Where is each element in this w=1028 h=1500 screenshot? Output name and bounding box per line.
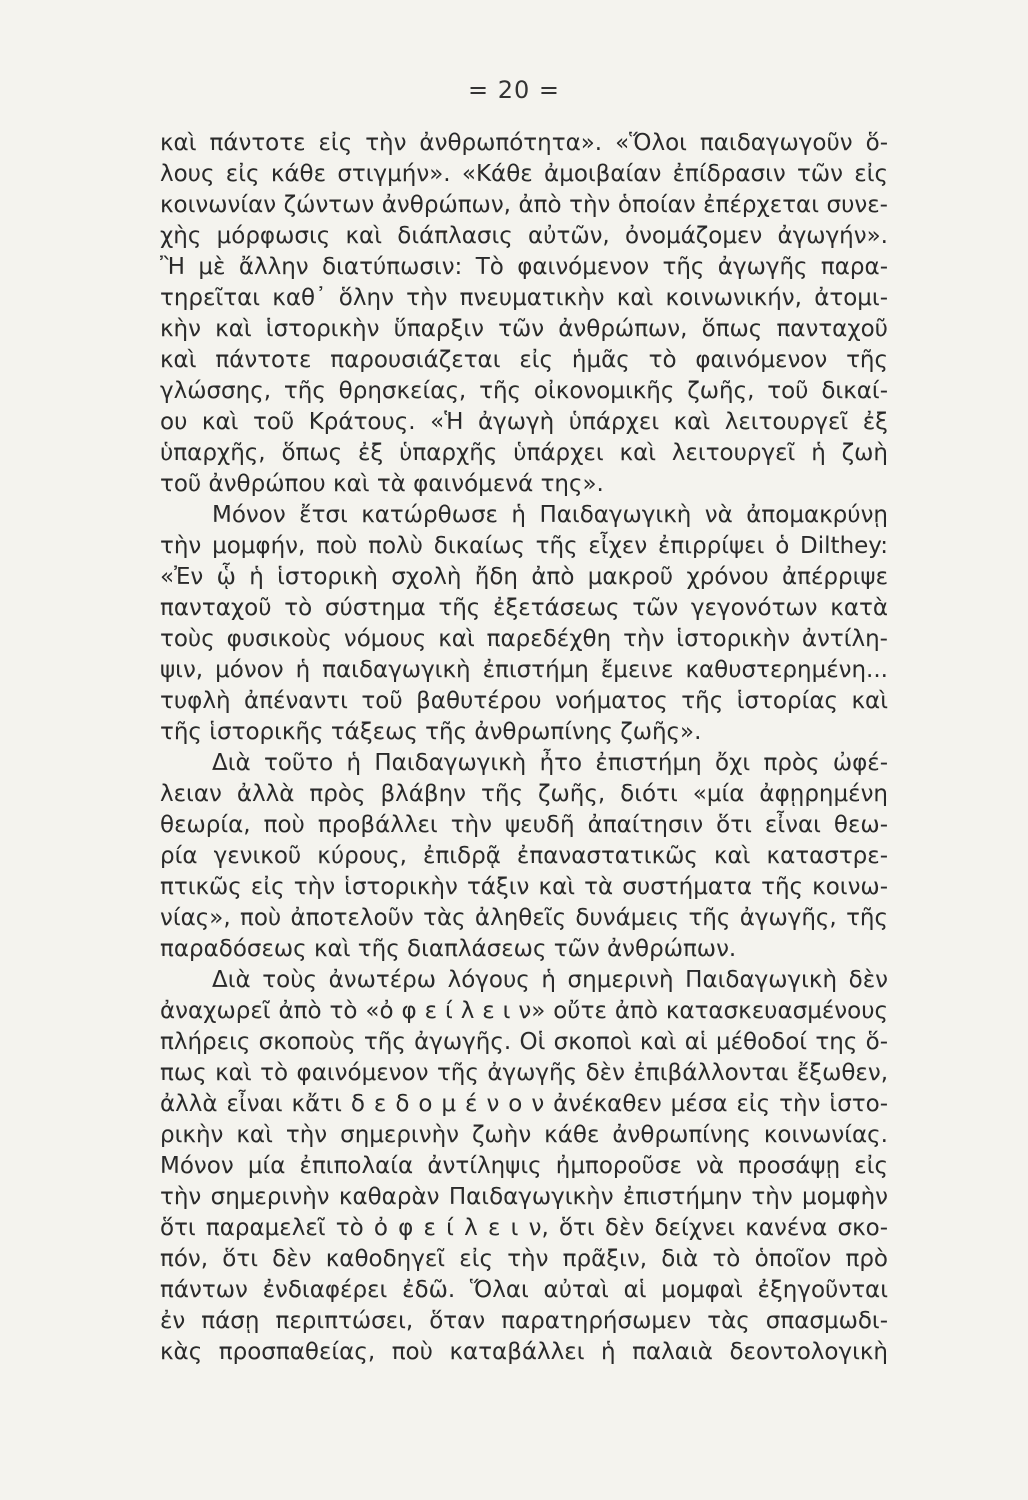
text-line: λειαν ἀλλὰ πρὸς βλάβην τῆς ζωῆς, διότι «μία ἀφῃρημένη (160, 781, 888, 807)
text-line: ψιν, μόνον ἡ παιδαγωγικὴ ἐπιστήμη ἔμεινε καθυστερημένη... (160, 657, 888, 683)
text-line: γλώσσης, τῆς θρησκείας, τῆς οἰκονομικῆς ζωῆς, τοῦ δικαί- (160, 378, 888, 404)
text-line: ρία γενικοῦ κύρους, ἐπιδρᾷ ἐπαναστατικῶς καὶ καταστρε- (160, 843, 888, 869)
text-line: Μόνον μία ἐπιπολαία ἀντίληψις ἠμποροῦσε νὰ προσάψῃ εἰς (160, 1153, 888, 1179)
text-line: πως καὶ τὸ φαινόμενον τῆς ἀγωγῆς δὲν ἐπιβάλλονται ἔξωθεν, (160, 1060, 888, 1086)
text-line: τῆς ἱστορικῆς τάξεως τῆς ἀνθρωπίνης ζωῆς». (160, 719, 702, 745)
text-line: παραδόσεως καὶ τῆς διαπλάσεως τῶν ἀνθρώπων. (160, 936, 737, 962)
text-line: λους εἰς κάθε στιγμήν». «Κάθε ἀμοιβαίαν ἐπίδρασιν τῶν εἰς (160, 161, 888, 187)
text-line: θεωρία, ποὺ προβάλλει τὴν ψευδῆ ἀπαίτησιν ὅτι εἶναι θεω- (160, 812, 888, 838)
text-line: καὶ πάντοτε παρουσιάζεται εἰς ἡμᾶς τὸ φαινόμενον τῆς (160, 347, 888, 373)
text-line: ου καὶ τοῦ Κράτους. «Ἡ ἀγωγὴ ὑπάρχει καὶ λειτουργεῖ ἐξ (160, 409, 888, 435)
text-line: πανταχοῦ τὸ σύστημα τῆς ἐξετάσεως τῶν γεγονότων κατὰ (160, 595, 888, 621)
text-line: χὴς μόρφωσις καὶ διάπλασις αὐτῶν, ὀνομάζομεν ἀγωγήν». (160, 223, 888, 249)
body-text (160, 128, 888, 1368)
text-line: ὑπαρχῆς, ὅπως ἐξ ὑπαρχῆς ὑπάρχει καὶ λειτουργεῖ ἡ ζωὴ (160, 440, 888, 466)
text-line: τὴν σημερινὴν καθαρὰν Παιδαγωγικὴν ἐπιστήμην τὴν μομφὴν (160, 1184, 888, 1210)
text-line: τοὺς φυσικοὺς νόμους καὶ παρεδέχθη τὴν ἱστορικὴν ἀντίλη- (160, 626, 888, 652)
text-line: ὅτι παραμελεῖ τὸ ὀ φ ε ί λ ε ι ν, ὅτι δὲν δείχνει κανένα σκο- (160, 1215, 888, 1241)
page-number: = 20 = (467, 76, 560, 104)
text-line: πλήρεις σκοποὺς τῆς ἀγωγῆς. Οἱ σκοποὶ καὶ αἱ μέθοδοί της ὅ- (160, 1029, 888, 1055)
text-line: ἀναχωρεῖ ἀπὸ τὸ «ὀ φ ε ί λ ε ι ν» οὔτε ἀπὸ κατασκευασμένους (160, 998, 888, 1024)
text-line: κὴν καὶ ἱστορικὴν ὕπαρξιν τῶν ἀνθρώπων, ὅπως πανταχοῦ (160, 316, 888, 342)
text-line: Διὰ τοῦτο ἡ Παιδαγωγικὴ ἦτο ἐπιστήμη ὄχι πρὸς ὠφέ- (212, 750, 888, 776)
text-line: τοῦ ἀνθρώπου καὶ τὰ φαινόμενά της». (160, 471, 604, 497)
text-line: κοινωνίαν ζώντων ἀνθρώπων, ἀπὸ τὴν ὁποίαν ἐπέρχεται συνε- (160, 192, 888, 218)
text-line: κὰς προσπαθείας, ποὺ καταβάλλει ἡ παλαιὰ δεοντολογικὴ (160, 1339, 888, 1365)
text-line: πτικῶς εἰς τὴν ἱστορικὴν τάξιν καὶ τὰ συστήματα τῆς κοινω- (160, 874, 888, 900)
text-line: Ἢ μὲ ἄλλην διατύπωσιν: Τὸ φαινόμενον τῆς ἀγωγῆς παρα- (160, 254, 888, 280)
text-line: ἐν πάσῃ περιπτώσει, ὅταν παρατηρήσωμεν τὰς σπασμωδι- (160, 1308, 888, 1334)
text-line: τηρεῖται καθ᾽ ὅλην τὴν πνευματικὴν καὶ κοινωνικήν, ἀτομι- (160, 285, 888, 311)
text-line: πόν, ὅτι δὲν καθοδηγεῖ εἰς τὴν πρᾶξιν, διὰ τὸ ὁποῖον πρὸ (160, 1246, 888, 1272)
text-line: Μόνον ἔτσι κατώρθωσε ἡ Παιδαγωγικὴ νὰ ἀπομακρύνῃ (212, 502, 888, 528)
text-line: ἀλλὰ εἶναι κἄτι δ ε δ ο μ έ ν ο ν ἀνέκαθεν μέσα εἰς τὴν ἱστο- (160, 1091, 888, 1117)
text-line: νίας», ποὺ ἀποτελοῦν τὰς ἀληθεῖς δυνάμεις τῆς ἀγωγῆς, τῆς (160, 905, 888, 931)
text-line: καὶ πάντοτε εἰς τὴν ἀνθρωπότητα». «Ὅλοι παιδαγωγοῦν ὅ- (160, 130, 888, 156)
text-line: «Ἐν ᾧ ἡ ἱστορικὴ σχολὴ ἤδη ἀπὸ μακροῦ χρόνου ἀπέρριψε (160, 564, 888, 590)
text-line: Διὰ τοὺς ἀνωτέρω λόγους ἡ σημερινὴ Παιδαγωγικὴ δὲν (212, 967, 888, 993)
text-line: πάντων ἐνδιαφέρει ἐδῶ. Ὅλαι αὐταὶ αἱ μομφαὶ ἐξηγοῦνται (160, 1277, 888, 1303)
text-line: τυφλὴ ἀπέναντι τοῦ βαθυτέρου νοήματος τῆς ἱστορίας καὶ (160, 688, 888, 714)
text-line: τὴν μομφήν, ποὺ πολὺ δικαίως τῆς εἶχεν ἐπιρρίψει ὁ Dilthey: (160, 533, 888, 559)
text-line: ρικὴν καὶ τὴν σημερινὴν ζωὴν κάθε ἀνθρωπίνης κοινωνίας. (160, 1122, 888, 1148)
